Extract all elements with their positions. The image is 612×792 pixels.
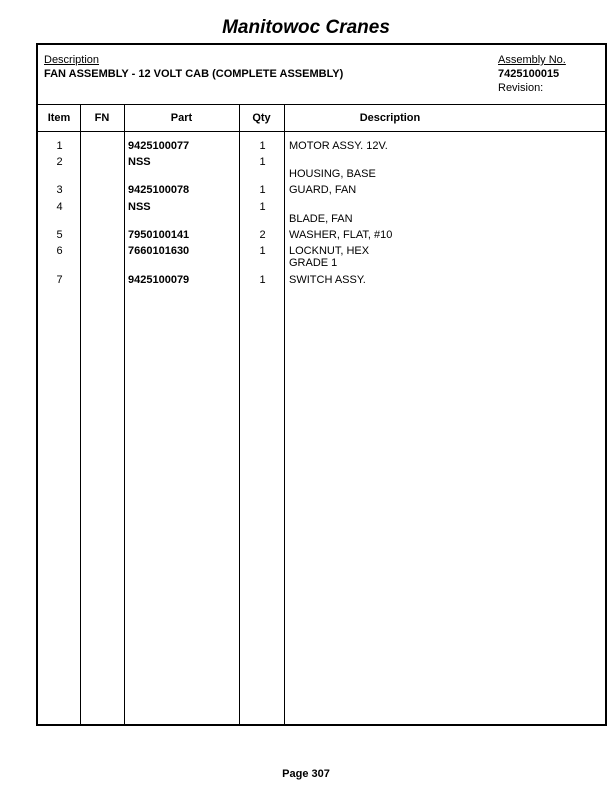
row-description: HOUSING, BASE (289, 168, 376, 180)
page-number: Page 307 (282, 768, 330, 780)
row-part-number: 7660101630 (128, 245, 190, 257)
row-qty: 1 (259, 156, 266, 168)
row-item: 6 (56, 245, 63, 257)
row-qty: 1 (259, 184, 266, 196)
row-part-number: NSS (128, 201, 151, 213)
description-label: Description (44, 54, 100, 66)
column-header-description: Description (359, 112, 421, 124)
row-description: WASHER, FLAT, #10 (289, 229, 393, 241)
row-qty: 2 (259, 229, 266, 241)
row-item: 3 (56, 184, 63, 196)
row-item: 7 (56, 274, 63, 286)
row-description: MOTOR ASSY. 12V. (289, 140, 388, 152)
row-part-number: NSS (128, 156, 151, 168)
row-part-number: 7950100141 (128, 229, 190, 241)
row-part-number: 9425100079 (128, 274, 190, 286)
column-divider (284, 104, 285, 724)
row-item: 4 (56, 201, 63, 213)
row-qty: 1 (259, 201, 266, 213)
row-qty: 1 (259, 245, 266, 257)
row-item: 1 (56, 140, 63, 152)
row-description: BLADE, FAN (289, 213, 353, 225)
row-qty: 1 (259, 274, 266, 286)
assembly-number-label: Assembly No. (498, 54, 566, 66)
row-item: 5 (56, 229, 63, 241)
column-divider (124, 104, 125, 724)
row-description: GUARD, FAN (289, 184, 357, 196)
row-part-number: 9425100078 (128, 184, 190, 196)
row-item: 2 (56, 156, 63, 168)
row-description-line2: GRADE 1 (289, 257, 338, 269)
parts-list-frame (36, 43, 607, 726)
revision-label: Revision: (498, 82, 544, 94)
description-value: FAN ASSEMBLY - 12 VOLT CAB (COMPLETE ASSEMBLY) (44, 68, 344, 80)
row-description: SWITCH ASSY. (289, 274, 366, 286)
column-header-part: Part (170, 112, 193, 124)
column-divider (239, 104, 240, 724)
row-description: LOCKNUT, HEX (289, 245, 370, 257)
assembly-number-value: 7425100015 (498, 68, 560, 80)
column-header-qty: Qty (252, 112, 271, 124)
row-part-number: 9425100077 (128, 140, 190, 152)
page-title: Manitowoc Cranes (222, 17, 390, 38)
column-header-item: Item (47, 112, 71, 124)
row-qty: 1 (259, 140, 266, 152)
column-header-fn: FN (94, 112, 110, 124)
column-divider (80, 104, 81, 724)
assembly-header (38, 45, 605, 105)
